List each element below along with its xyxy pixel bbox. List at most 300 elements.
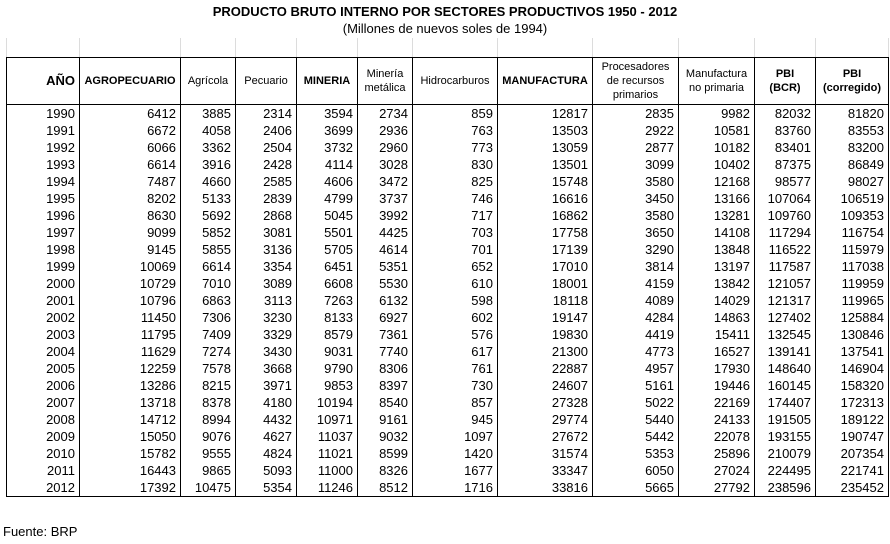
table-cell: 16527 [679, 343, 755, 360]
table-row [7, 224, 889, 241]
table-cell: 21300 [498, 343, 593, 360]
table-cell: 9032 [358, 428, 413, 445]
table-cell: 3362 [181, 139, 236, 156]
table-cell: 8397 [358, 377, 413, 394]
table-cell: 4957 [593, 360, 679, 377]
table-cell: 3472 [358, 173, 413, 190]
table-cell: 1677 [413, 462, 498, 479]
table-cell: 81820 [816, 105, 889, 123]
table-cell: 29774 [498, 411, 593, 428]
table-cell: 1993 [7, 156, 80, 173]
table-cell: 8306 [358, 360, 413, 377]
table-cell: 8540 [358, 394, 413, 411]
table-cell: 4114 [297, 156, 358, 173]
table-cell: 7306 [181, 309, 236, 326]
table-cell: 2839 [236, 190, 297, 207]
table-cell: 6927 [358, 309, 413, 326]
table-cell: 3230 [236, 309, 297, 326]
table-cell: 1097 [413, 428, 498, 445]
table-cell: 13503 [498, 122, 593, 139]
table-row [7, 462, 889, 479]
table-cell: 6412 [80, 105, 181, 123]
table-cell: 189122 [816, 411, 889, 428]
table-cell: 2922 [593, 122, 679, 139]
table-cell: 10182 [679, 139, 755, 156]
table-cell: 22078 [679, 428, 755, 445]
table-cell: 98577 [755, 173, 816, 190]
table-body [7, 105, 889, 497]
table-cell: 224495 [755, 462, 816, 479]
table-cell: 2011 [7, 462, 80, 479]
table-cell: 610 [413, 275, 498, 292]
table-cell: 2005 [7, 360, 80, 377]
table-cell: 119965 [816, 292, 889, 309]
table-cell: 6608 [297, 275, 358, 292]
table-cell: 1998 [7, 241, 80, 258]
table-cell: 13059 [498, 139, 593, 156]
table-cell: 117038 [816, 258, 889, 275]
table-cell: 8133 [297, 309, 358, 326]
table-row [7, 105, 889, 123]
table-cell: 2585 [236, 173, 297, 190]
table-cell: 13281 [679, 207, 755, 224]
source-note: Fuente: BRP [3, 524, 78, 539]
table-cell: 1990 [7, 105, 80, 123]
table-cell: 7361 [358, 326, 413, 343]
table-cell: 4824 [236, 445, 297, 462]
table-cell: 3028 [358, 156, 413, 173]
table-cell: 6066 [80, 139, 181, 156]
table-cell: 5351 [358, 258, 413, 275]
table-cell: 27792 [679, 479, 755, 497]
table-cell: 13718 [80, 394, 181, 411]
table-cell: 3916 [181, 156, 236, 173]
table-cell: 2936 [358, 122, 413, 139]
pbi-sector-table [6, 57, 889, 497]
table-cell: 10475 [181, 479, 236, 497]
table-cell: 130846 [816, 326, 889, 343]
table-cell: 132545 [755, 326, 816, 343]
table-cell: 2960 [358, 139, 413, 156]
table-cell: 83760 [755, 122, 816, 139]
column-header: PBI (corregido) [816, 58, 889, 105]
table-cell: 16862 [498, 207, 593, 224]
table-cell: 83401 [755, 139, 816, 156]
table-cell: 3430 [236, 343, 297, 360]
table-cell: 158320 [816, 377, 889, 394]
table-cell: 617 [413, 343, 498, 360]
column-header: Minería metálica [358, 58, 413, 105]
table-row [7, 445, 889, 462]
table-cell: 19830 [498, 326, 593, 343]
table-cell: 4627 [236, 428, 297, 445]
table-cell: 121057 [755, 275, 816, 292]
table-row [7, 190, 889, 207]
table-cell: 730 [413, 377, 498, 394]
table-cell: 116522 [755, 241, 816, 258]
table-cell: 13197 [679, 258, 755, 275]
table-cell: 83553 [816, 122, 889, 139]
table-cell: 5045 [297, 207, 358, 224]
table-cell: 1420 [413, 445, 498, 462]
table-cell: 117294 [755, 224, 816, 241]
table-cell: 2004 [7, 343, 80, 360]
table-row [7, 326, 889, 343]
table-cell: 1991 [7, 122, 80, 139]
table-cell: 9145 [80, 241, 181, 258]
table-cell: 2428 [236, 156, 297, 173]
table-cell: 11000 [297, 462, 358, 479]
table-cell: 7740 [358, 343, 413, 360]
table-cell: 22169 [679, 394, 755, 411]
table-cell: 13501 [498, 156, 593, 173]
table-cell: 12817 [498, 105, 593, 123]
table-cell: 3354 [236, 258, 297, 275]
table-cell: 5022 [593, 394, 679, 411]
table-row [7, 241, 889, 258]
table-cell: 106519 [816, 190, 889, 207]
table-cell: 11021 [297, 445, 358, 462]
table-cell: 33347 [498, 462, 593, 479]
table-cell: 121317 [755, 292, 816, 309]
table-cell: 857 [413, 394, 498, 411]
spreadsheet-grid [0, 38, 890, 57]
table-cell: 2009 [7, 428, 80, 445]
table-cell: 193155 [755, 428, 816, 445]
table-cell: 3089 [236, 275, 297, 292]
table-cell: 5530 [358, 275, 413, 292]
column-header: AÑO [7, 58, 80, 105]
table-subtitle: (Millones de nuevos soles de 1994) [342, 21, 548, 36]
table-cell: 172313 [816, 394, 889, 411]
table-cell: 3136 [236, 241, 297, 258]
table-cell: 4614 [358, 241, 413, 258]
table-cell: 10069 [80, 258, 181, 275]
table-cell: 1994 [7, 173, 80, 190]
table-cell: 7010 [181, 275, 236, 292]
table-cell: 115979 [816, 241, 889, 258]
table-cell: 5665 [593, 479, 679, 497]
table-row [7, 309, 889, 326]
table-cell: 8326 [358, 462, 413, 479]
table-cell: 24133 [679, 411, 755, 428]
table-cell: 1995 [7, 190, 80, 207]
table-cell: 15411 [679, 326, 755, 343]
table-cell: 3580 [593, 207, 679, 224]
table-cell: 119959 [816, 275, 889, 292]
table-cell: 5093 [236, 462, 297, 479]
table-cell: 82032 [755, 105, 816, 123]
table-cell: 8202 [80, 190, 181, 207]
table-cell: 5705 [297, 241, 358, 258]
table-cell: 2835 [593, 105, 679, 123]
table-row [7, 207, 889, 224]
table-row [7, 122, 889, 139]
table-cell: 9076 [181, 428, 236, 445]
table-cell: 6050 [593, 462, 679, 479]
table-cell: 14863 [679, 309, 755, 326]
table-cell: 13848 [679, 241, 755, 258]
table-cell: 10581 [679, 122, 755, 139]
table-row [7, 411, 889, 428]
table-row [7, 394, 889, 411]
table-cell: 16616 [498, 190, 593, 207]
table-cell: 174407 [755, 394, 816, 411]
table-cell: 746 [413, 190, 498, 207]
table-cell: 15782 [80, 445, 181, 462]
table-cell: 5855 [181, 241, 236, 258]
table-cell: 7487 [80, 173, 181, 190]
table-cell: 11037 [297, 428, 358, 445]
table-cell: 9865 [181, 462, 236, 479]
table-cell: 11246 [297, 479, 358, 497]
table-cell: 17758 [498, 224, 593, 241]
table-cell: 13842 [679, 275, 755, 292]
table-cell: 235452 [816, 479, 889, 497]
table-cell: 717 [413, 207, 498, 224]
table-cell: 3329 [236, 326, 297, 343]
column-header: MINERIA [297, 58, 358, 105]
table-cell: 5133 [181, 190, 236, 207]
table-cell: 14108 [679, 224, 755, 241]
table-cell: 16443 [80, 462, 181, 479]
column-header: Pecuario [236, 58, 297, 105]
column-header: PBI (BCR) [755, 58, 816, 105]
table-cell: 3885 [181, 105, 236, 123]
table-row [7, 173, 889, 190]
table-cell: 116754 [816, 224, 889, 241]
table-cell: 598 [413, 292, 498, 309]
table-cell: 2007 [7, 394, 80, 411]
table-cell: 191505 [755, 411, 816, 428]
table-cell: 602 [413, 309, 498, 326]
table-cell: 109353 [816, 207, 889, 224]
table-title: PRODUCTO BRUTO INTERNO POR SECTORES PRODUCTIVOS 1950 - 2012 [212, 4, 678, 19]
table-cell: 703 [413, 224, 498, 241]
table-cell: 8215 [181, 377, 236, 394]
table-cell: 14029 [679, 292, 755, 309]
table-cell: 146904 [816, 360, 889, 377]
table-cell: 31574 [498, 445, 593, 462]
table-cell: 6614 [80, 156, 181, 173]
table-cell: 18118 [498, 292, 593, 309]
table-cell: 8599 [358, 445, 413, 462]
table-cell: 190747 [816, 428, 889, 445]
table-cell: 7263 [297, 292, 358, 309]
table-cell: 6132 [358, 292, 413, 309]
table-cell: 4180 [236, 394, 297, 411]
table-cell: 761 [413, 360, 498, 377]
table-cell: 6614 [181, 258, 236, 275]
table-cell: 15748 [498, 173, 593, 190]
table-cell: 17010 [498, 258, 593, 275]
table-cell: 5442 [593, 428, 679, 445]
table-cell: 2877 [593, 139, 679, 156]
table-cell: 2008 [7, 411, 80, 428]
table-cell: 24607 [498, 377, 593, 394]
table-cell: 10796 [80, 292, 181, 309]
table-cell: 17930 [679, 360, 755, 377]
table-cell: 8579 [297, 326, 358, 343]
table-cell: 27328 [498, 394, 593, 411]
table-cell: 87375 [755, 156, 816, 173]
table-cell: 27024 [679, 462, 755, 479]
table-cell: 1716 [413, 479, 498, 497]
table-cell: 2868 [236, 207, 297, 224]
table-cell: 763 [413, 122, 498, 139]
table-row [7, 428, 889, 445]
table-cell: 1997 [7, 224, 80, 241]
table-cell: 2003 [7, 326, 80, 343]
table-cell: 3732 [297, 139, 358, 156]
table-cell: 19147 [498, 309, 593, 326]
table-cell: 3290 [593, 241, 679, 258]
table-cell: 9099 [80, 224, 181, 241]
table-row [7, 156, 889, 173]
table-cell: 9982 [679, 105, 755, 123]
table-cell: 3814 [593, 258, 679, 275]
table-cell: 2001 [7, 292, 80, 309]
table-cell: 859 [413, 105, 498, 123]
table-cell: 5692 [181, 207, 236, 224]
table-cell: 7274 [181, 343, 236, 360]
table-cell: 3113 [236, 292, 297, 309]
table-cell: 27672 [498, 428, 593, 445]
table-cell: 17139 [498, 241, 593, 258]
table-cell: 4058 [181, 122, 236, 139]
table-cell: 19446 [679, 377, 755, 394]
header-row [7, 58, 889, 105]
table-cell: 701 [413, 241, 498, 258]
table-cell: 11629 [80, 343, 181, 360]
table-cell: 148640 [755, 360, 816, 377]
table-cell: 3580 [593, 173, 679, 190]
table-cell: 3081 [236, 224, 297, 241]
column-header: Manufactura no primaria [679, 58, 755, 105]
table-cell: 13166 [679, 190, 755, 207]
table-cell: 8630 [80, 207, 181, 224]
table-cell: 3099 [593, 156, 679, 173]
table-cell: 3650 [593, 224, 679, 241]
table-cell: 83200 [816, 139, 889, 156]
table-cell: 6863 [181, 292, 236, 309]
table-row [7, 479, 889, 497]
table-cell: 14712 [80, 411, 181, 428]
table-cell: 9161 [358, 411, 413, 428]
table-cell: 773 [413, 139, 498, 156]
table-row [7, 360, 889, 377]
table-cell: 12259 [80, 360, 181, 377]
table-cell: 5354 [236, 479, 297, 497]
table-cell: 2406 [236, 122, 297, 139]
table-cell: 2012 [7, 479, 80, 497]
column-header: Procesadores de recursos primarios [593, 58, 679, 105]
table-cell: 4425 [358, 224, 413, 241]
table-row [7, 139, 889, 156]
table-cell: 652 [413, 258, 498, 275]
table-cell: 22887 [498, 360, 593, 377]
table-cell: 825 [413, 173, 498, 190]
table-cell: 6451 [297, 258, 358, 275]
table-cell: 2000 [7, 275, 80, 292]
table-cell: 9790 [297, 360, 358, 377]
table-cell: 210079 [755, 445, 816, 462]
table-cell: 4419 [593, 326, 679, 343]
table-cell: 12168 [679, 173, 755, 190]
table-cell: 221741 [816, 462, 889, 479]
table-cell: 4159 [593, 275, 679, 292]
column-header: AGROPECUARIO [80, 58, 181, 105]
column-header: Hidrocarburos [413, 58, 498, 105]
table-cell: 4773 [593, 343, 679, 360]
table-cell: 1996 [7, 207, 80, 224]
table-cell: 2010 [7, 445, 80, 462]
table-cell: 6672 [80, 122, 181, 139]
table-cell: 3699 [297, 122, 358, 139]
table-cell: 2734 [358, 105, 413, 123]
table-cell: 18001 [498, 275, 593, 292]
table-cell: 11795 [80, 326, 181, 343]
table-cell: 125884 [816, 309, 889, 326]
table-row [7, 258, 889, 275]
table-cell: 4089 [593, 292, 679, 309]
table-cell: 5501 [297, 224, 358, 241]
table-cell: 25896 [679, 445, 755, 462]
table-cell: 33816 [498, 479, 593, 497]
table-cell: 945 [413, 411, 498, 428]
table-cell: 4660 [181, 173, 236, 190]
table-cell: 10729 [80, 275, 181, 292]
table-cell: 7409 [181, 326, 236, 343]
table-cell: 8994 [181, 411, 236, 428]
table-cell: 109760 [755, 207, 816, 224]
table-cell: 98027 [816, 173, 889, 190]
table-cell: 5440 [593, 411, 679, 428]
table-cell: 10194 [297, 394, 358, 411]
table-cell: 4432 [236, 411, 297, 428]
table-cell: 4284 [593, 309, 679, 326]
table-cell: 107064 [755, 190, 816, 207]
table-cell: 8378 [181, 394, 236, 411]
table-cell: 3450 [593, 190, 679, 207]
table-cell: 1992 [7, 139, 80, 156]
table-row [7, 275, 889, 292]
table-cell: 238596 [755, 479, 816, 497]
table-cell: 3737 [358, 190, 413, 207]
table-cell: 2504 [236, 139, 297, 156]
table-cell: 117587 [755, 258, 816, 275]
table-cell: 9853 [297, 377, 358, 394]
table-row [7, 292, 889, 309]
table-cell: 11450 [80, 309, 181, 326]
table-cell: 137541 [816, 343, 889, 360]
table-cell: 10402 [679, 156, 755, 173]
table-row [7, 343, 889, 360]
table-cell: 10971 [297, 411, 358, 428]
table-cell: 127402 [755, 309, 816, 326]
table-cell: 139141 [755, 343, 816, 360]
table-cell: 4799 [297, 190, 358, 207]
table-cell: 86849 [816, 156, 889, 173]
table-cell: 3992 [358, 207, 413, 224]
table-cell: 576 [413, 326, 498, 343]
table-cell: 13286 [80, 377, 181, 394]
table-row [7, 377, 889, 394]
table-cell: 3668 [236, 360, 297, 377]
table-cell: 1999 [7, 258, 80, 275]
table-cell: 15050 [80, 428, 181, 445]
column-header: MANUFACTURA [498, 58, 593, 105]
